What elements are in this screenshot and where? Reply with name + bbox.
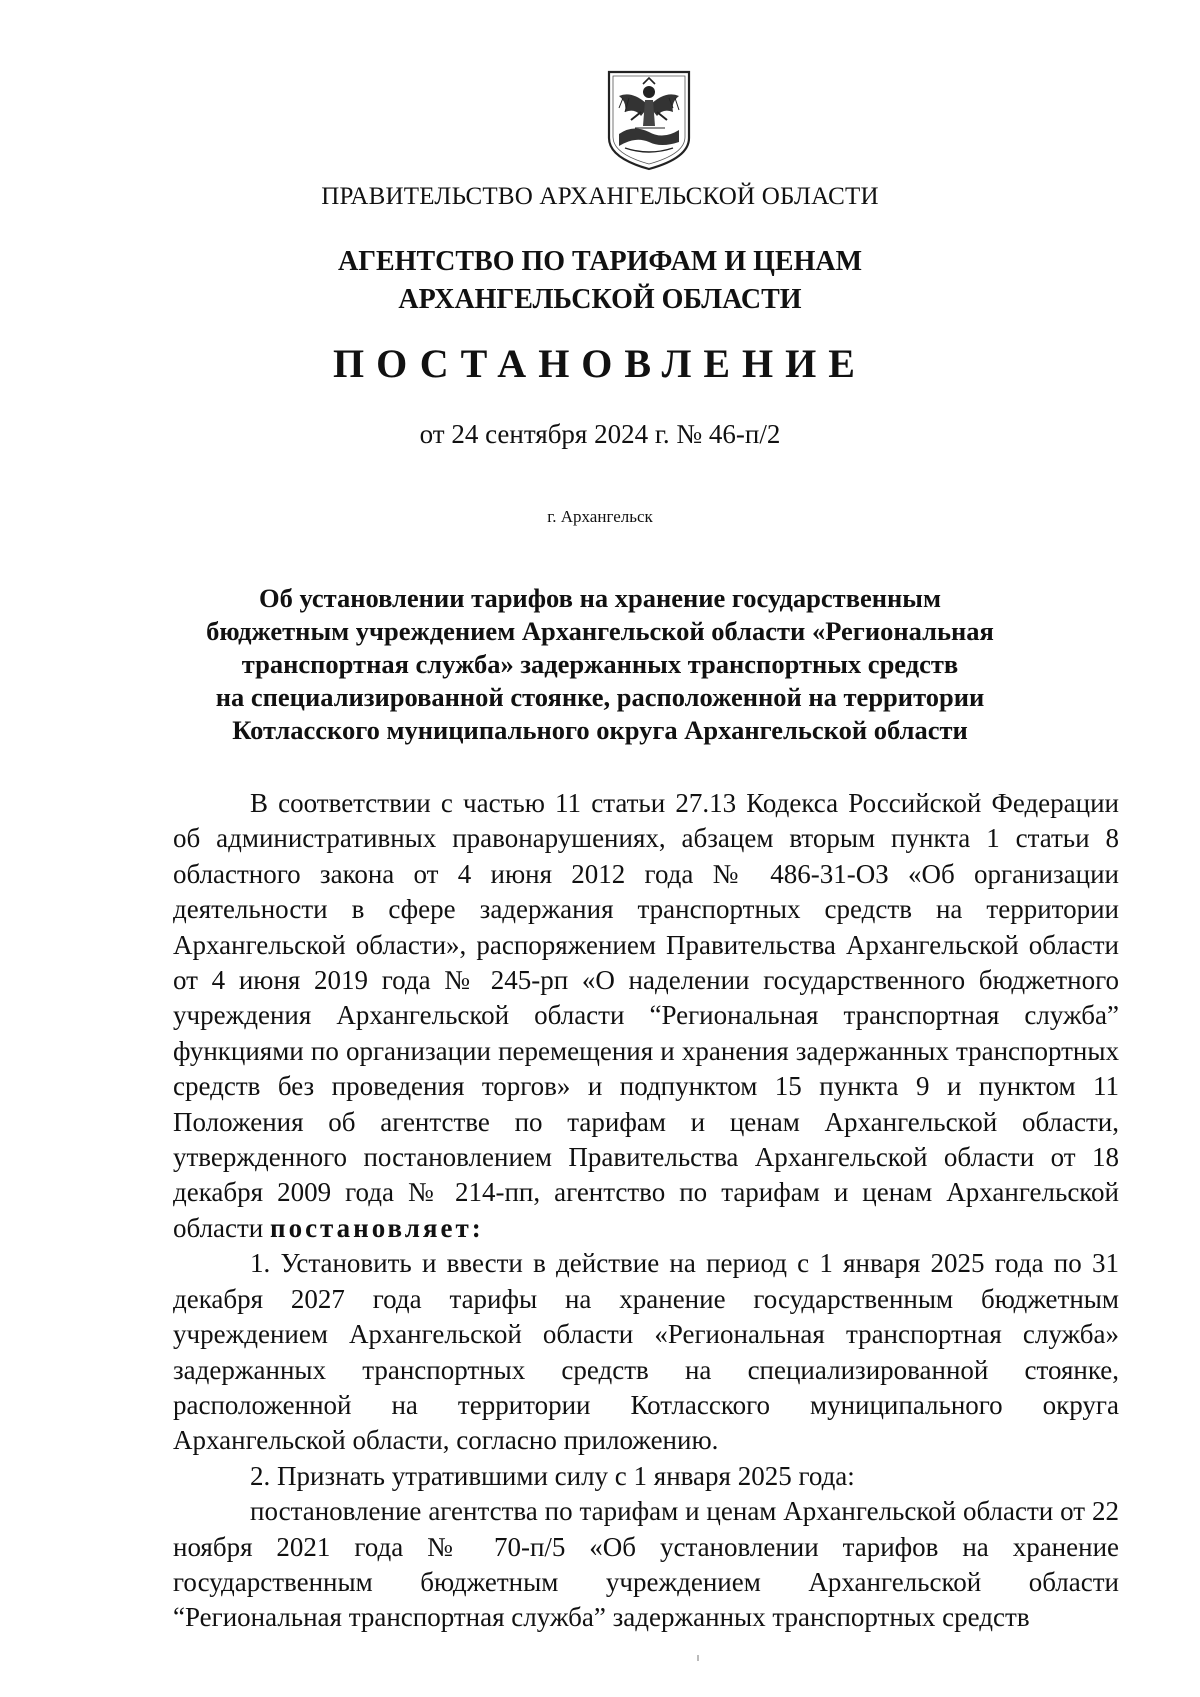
title-line: бюджетным учреждением Архангельской области «Региональная — [206, 616, 994, 646]
document-type: ПОСТАНОВЛЕНИЕ — [333, 341, 867, 386]
coat-of-arms-icon — [605, 68, 693, 172]
item-2-text: постановление агентства по тарифам и ценам Архангельской области от 22 ноября 2021 года № 70-п/5 «Об установлении тарифов на хранение государственным бюджетным учреждением Архангельской области “Региональная транспортная служба” задержанных транспортных средств — [173, 1496, 1119, 1633]
document-body — [173, 786, 1119, 1636]
agency-line: АРХАНГЕЛЬСКОЙ ОБЛАСТИ — [398, 284, 802, 315]
title-line: транспортная служба» задержанных транспортных средств — [241, 649, 959, 679]
document-title — [0, 582, 1200, 747]
agency-name — [0, 243, 1200, 319]
item-2: 2. Признать утратившими силу с 1 января 2025 года: — [250, 1460, 855, 1491]
title-line: Об установлении тарифов на хранение государственным — [258, 583, 942, 613]
resolves-word: постановляет: — [270, 1212, 484, 1243]
title-line: на специализированной стоянке, расположенной на территории — [215, 682, 985, 712]
preamble-text: В соответствии с частью 11 статьи 27.13 Кодекса Российской Федерации об административных правонарушениях, абзацем вторым пункта 1 статьи 8 областного закона от 4 июня 2012 года № 486-31-ОЗ «Об организации деятельности в сфере задержания транспортных средств на территории Архангельской области», распоряжением Правительства Архангельской области от 4 июня 2019 года № 245-рп «О наделении государственного бюджетного учреждения Архангельской области “Региональная транспортная служба” функциями по организации перемещения и хранения задержанных транспортных средств без проведения торгов» и подпунктом 15 пункта 9 и пунктом 11 Положения об агентстве по тарифам и ценам Архангельской области, утвержденного постановлением Правительства Архангельской области от 18 декабря 2009 года № 214-пп, агентство по тарифам и ценам Архангельской области — [173, 788, 1119, 1243]
title-line: Котласского муниципального округа Архангельской области — [232, 715, 968, 745]
government-name: ПРАВИТЕЛЬСТВО АРХАНГЕЛЬСКОЙ ОБЛАСТИ — [321, 183, 879, 210]
city: г. Архангельск — [547, 507, 653, 526]
date-and-number: от 24 сентября 2024 г. № 46-п/2 — [419, 419, 781, 449]
agency-line: АГЕНТСТВО ПО ТАРИФАМ И ЦЕНАМ — [337, 246, 863, 277]
preamble-paragraph — [173, 786, 1119, 1246]
item-1: 1. Установить и ввести в действие на период с 1 января 2025 года по 31 декабря 2027 года тарифы на хранение государственным бюджетным учреждением Архангельской области «Региональная транспортная служба» задержанных транспортных средств на специализированной стоянке, расположенной на территории Котласского муниципального округа Архангельской области, согласно приложению. — [173, 1248, 1119, 1456]
scan-speck — [697, 1655, 699, 1661]
